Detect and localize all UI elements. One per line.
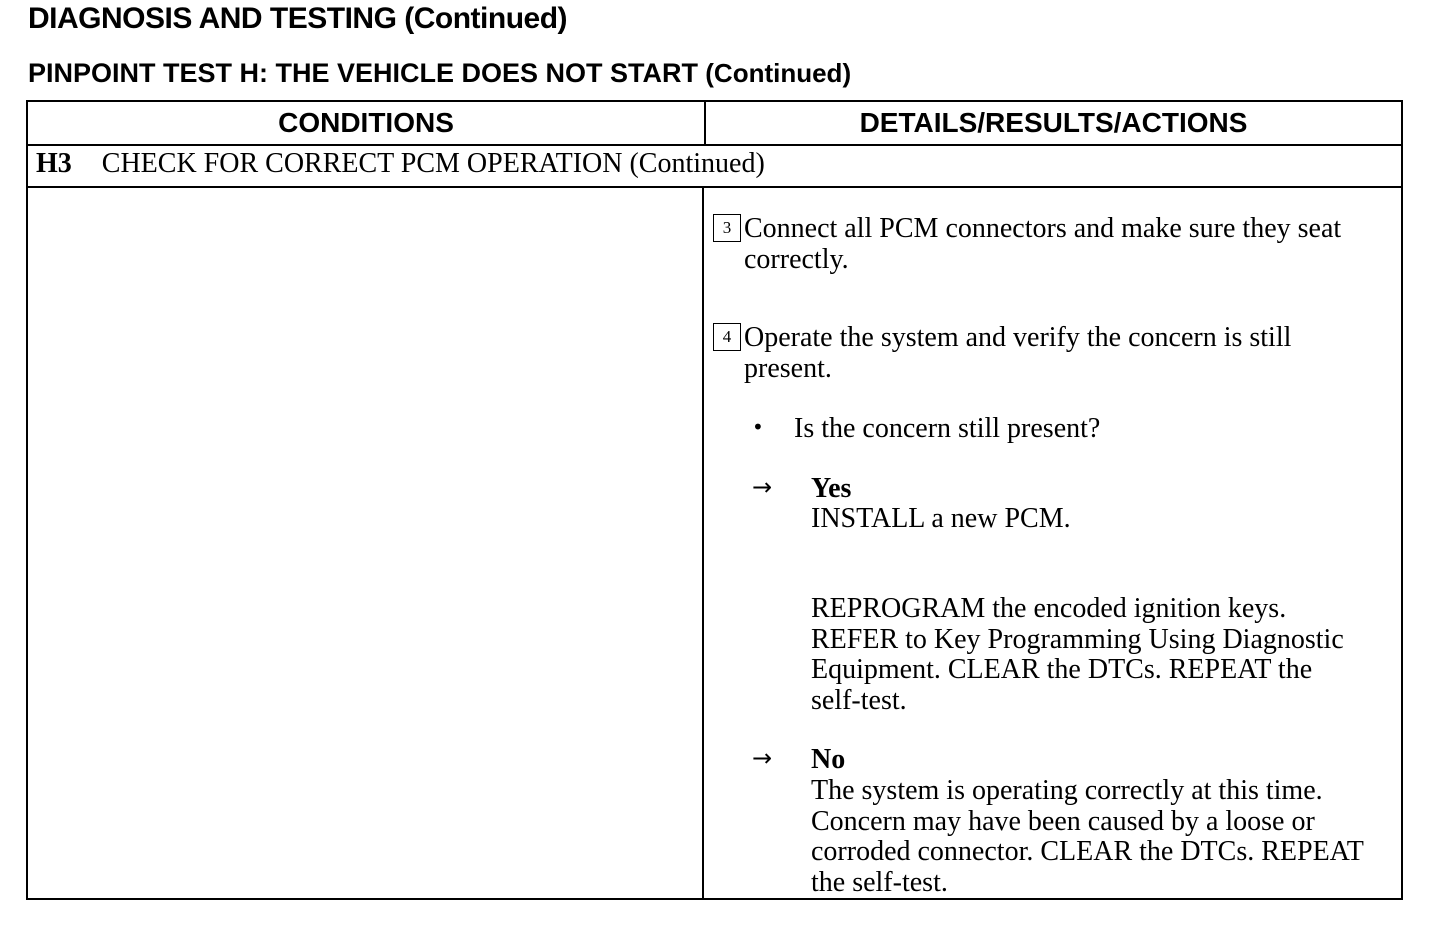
no-arrow-icon: → bbox=[752, 744, 773, 772]
header-divider bbox=[704, 102, 706, 144]
yes-label: Yes bbox=[811, 473, 852, 504]
conditions-column-header: CONDITIONS bbox=[278, 107, 454, 138]
step-heading-rule bbox=[28, 186, 1401, 188]
question-bullet: • bbox=[752, 415, 764, 439]
no-action-text: The system is operating correctly at this time. Concern may have been caused by a loose or corroded connector. CLEAR the DTCs. REPEAT the self-test. bbox=[811, 775, 1364, 898]
body-divider bbox=[702, 188, 704, 898]
step-id: H3 bbox=[36, 148, 72, 179]
step-3-text: Connect all PCM connectors and make sure they seat correctly. bbox=[744, 213, 1342, 275]
yes-arrow-icon: → bbox=[752, 473, 773, 501]
details-column-header: DETAILS/RESULTS/ACTIONS bbox=[859, 107, 1248, 138]
yes-action-reprogram: REPROGRAM the encoded ignition keys. REFER to Key Programming Using Diagnostic Equipment. CLEAR the DTCs. REPEAT the self-test. bbox=[811, 593, 1344, 716]
step-4-number-box: 4 bbox=[713, 323, 741, 351]
test-title-suffix: (Continued) bbox=[698, 58, 852, 88]
step-3-number-box: 3 bbox=[713, 214, 741, 242]
pinpoint-test-title bbox=[28, 58, 851, 89]
yes-action-install: INSTALL a new PCM. bbox=[811, 503, 1071, 534]
test-title-main: PINPOINT TEST H: THE VEHICLE DOES NOT START bbox=[28, 58, 699, 88]
question-text: Is the concern still present? bbox=[794, 413, 1101, 444]
step-4-text: Operate the system and verify the concern is still present. bbox=[744, 322, 1292, 384]
header-rule bbox=[28, 144, 1401, 146]
step-title: CHECK FOR CORRECT PCM OPERATION (Continued) bbox=[101, 148, 765, 179]
no-label: No bbox=[811, 744, 846, 775]
page-title: DIAGNOSIS AND TESTING (Continued) bbox=[28, 2, 568, 35]
step-heading bbox=[36, 148, 765, 180]
